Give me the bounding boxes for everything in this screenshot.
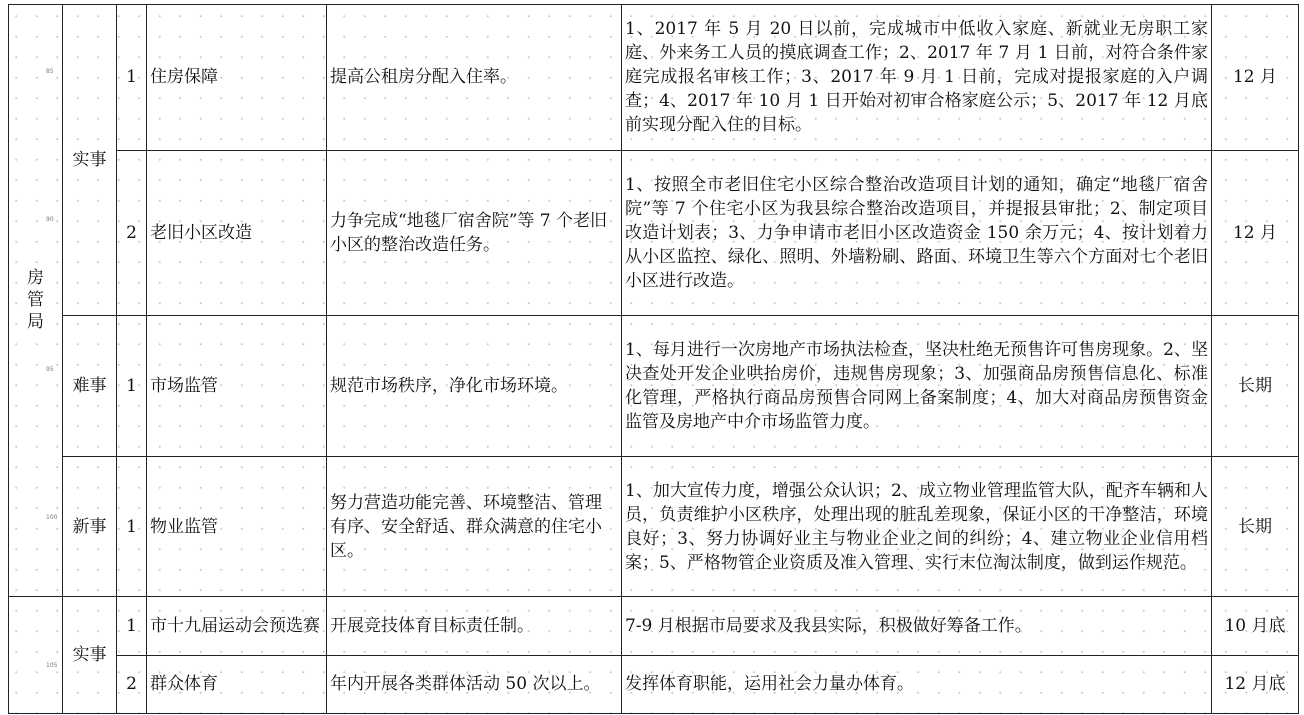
table-row	[9, 150, 1299, 316]
table-row	[9, 456, 1299, 597]
row-number: 1	[117, 597, 147, 655]
item-cell: 群众体育	[147, 655, 327, 713]
row-number: 1	[117, 5, 147, 151]
ruler-mark: 100	[46, 514, 58, 521]
goal-cell: 提高公租房分配入住率。	[327, 5, 622, 151]
category-cell: 难事	[63, 316, 117, 457]
goal-cell: 规范市场秩序，净化市场环境。	[327, 316, 622, 457]
table-row	[9, 597, 1299, 655]
measures-cell: 发挥体育职能，运用社会力量办体育。	[622, 655, 1212, 713]
measures-cell: 1、加大宣传力度，增强公众认识；2、成立物业管理监管大队，配齐车辆和人员，负责维护小区秩序，处理出现的脏乱差现象，保证小区的干净整洁，环境良好；3、努力协调好业主与物业企业之间的纠纷；4、建立物业企业信用档案；5、严格物管企业资质及准入管理、实行末位淘汰制度，做到运作规范。	[622, 456, 1212, 597]
measures-cell: 1、2017 年 5 月 20 日以前，完成城市中低收入家庭、新就业无房职工家庭、外来务工人员的摸底调查工作；2、2017 年 7 月 1 日前，对符合条件家庭完成报名审核工作；3、2017 年 9 月 1 日前，完成对提报家庭的入户调查；4、2017 年 10 月 1 日开始对初审合格家庭公示；5、2017 年 12 月底前实现分配入住的目标。	[622, 5, 1212, 151]
deadline-cell: 12 月	[1212, 5, 1299, 151]
row-number: 1	[117, 316, 147, 457]
table-row	[9, 316, 1299, 457]
measures-cell: 1、每月进行一次房地产市场执法检查，坚决杜绝无预售许可售房现象。2、坚决查处开发企业哄抬房价，违规售房现象；3、加强商品房预售信息化、标准化管理，严格执行商品房预售合同网上备案制度；4、加大对商品房预售资金监管及房地产中介市场监管力度。	[622, 316, 1212, 457]
item-cell: 住房保障	[147, 5, 327, 151]
goal-cell: 力争完成“地毯厂宿舍院”等 7 个老旧小区的整治改造任务。	[327, 150, 622, 316]
deadline-cell: 长期	[1212, 316, 1299, 457]
goal-cell: 年内开展各类群体活动 50 次以上。	[327, 655, 622, 713]
dept-cell	[9, 5, 63, 597]
ruler-mark: 85	[46, 68, 54, 75]
deadline-cell: 长期	[1212, 456, 1299, 597]
goal-cell: 开展竞技体育目标责任制。	[327, 597, 622, 655]
row-number: 2	[117, 655, 147, 713]
row-number: 2	[117, 150, 147, 316]
measures-cell: 7-9 月根据市局要求及我县实际，积极做好筹备工作。	[622, 597, 1212, 655]
table-row	[9, 5, 1299, 151]
dept-cell	[9, 597, 63, 714]
goal-cell: 努力营造功能完善、环境整洁、管理有序、安全舒适、群众满意的住宅小区。	[327, 456, 622, 597]
ruler-mark: 90	[46, 216, 54, 223]
table-row	[9, 655, 1299, 713]
item-cell: 老旧小区改造	[147, 150, 327, 316]
ruler-mark: 105	[46, 662, 58, 669]
deadline-cell: 12 月	[1212, 150, 1299, 316]
ruler-mark: 95	[46, 366, 54, 373]
row-number: 1	[117, 456, 147, 597]
dept-label: 房管局	[27, 268, 44, 333]
measures-cell: 1、按照全市老旧住宅小区综合整治改造项目计划的通知，确定“地毯厂宿舍院”等 7 个住宅小区为我县综合整治改造项目，并提报县审批；2、制定项目改造计划表；3、力争申请市老旧小区改造资金 150 余万元；4、按计划着力从小区监控、绿化、照明、外墙粉刷、路面、环境卫生等六个方面对七个老旧小区进行改造。	[622, 150, 1212, 316]
category-cell: 实事	[63, 5, 117, 316]
item-cell: 市十九届运动会预选赛	[147, 597, 327, 655]
item-cell: 物业监管	[147, 456, 327, 597]
category-cell: 新事	[63, 456, 117, 597]
deadline-cell: 10 月底	[1212, 597, 1299, 655]
category-cell: 实事	[63, 597, 117, 714]
deadline-cell: 12 月底	[1212, 655, 1299, 713]
item-cell: 市场监管	[147, 316, 327, 457]
work-plan-table	[8, 4, 1299, 714]
